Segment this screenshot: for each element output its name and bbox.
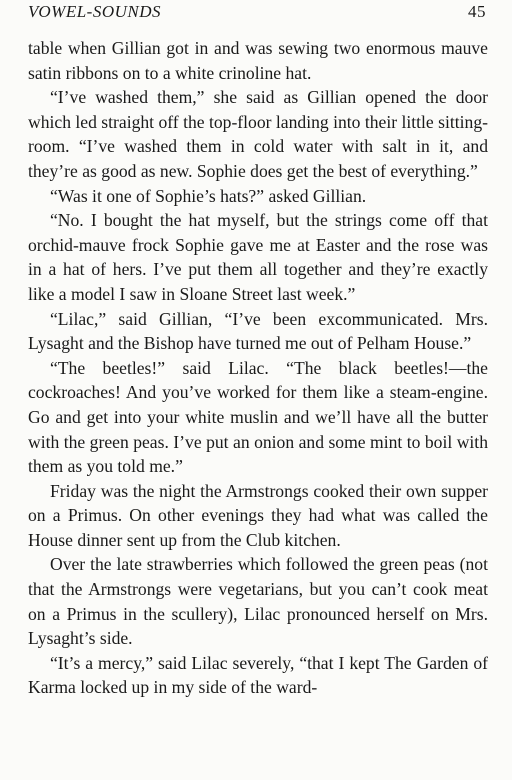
- paragraph: Friday was the night the Armstrongs cooked their own supper on a Primus. On other evenings they had what was called the House dinner sent up from the Club kitchen.: [28, 480, 488, 550]
- running-head: [28, 2, 488, 28]
- paragraph-continued: table when Gillian got in and was sewing two enormous mauve satin ribbons on to a white crinoline hat.: [28, 38, 488, 83]
- running-title: VOWEL-SOUNDS: [28, 2, 161, 21]
- paragraph: “No. I bought the hat myself, but the strings come off that orchid-mauve frock Sophie gave me at Easter and the rose was in a hat of hers. I’ve put them all together and they’re exactly like a model I saw in Sloane Street last week.”: [28, 210, 488, 304]
- body-text: [28, 36, 488, 700]
- paragraph: “I’ve washed them,” she said as Gillian opened the door which led straight off the top-floor landing into their little sitting-room. “I’ve washed them in cold water with salt in it, and they’re as good as new. Sophie does get the best of everything.”: [28, 87, 488, 181]
- paragraph: “The beetles!” said Lilac. “The black beetles!—the cockroaches! And you’ve worked for them like a steam-engine. Go and get into your white muslin and we’ll have all the butter with the green peas. I’ve put an onion and some mint to boil with them as you told me.”: [28, 357, 488, 477]
- paragraph: “It’s a mercy,” said Lilac severely, “that I kept The Garden of Karma locked up in my side of the ward-: [28, 652, 488, 698]
- paragraph: Over the late strawberries which followed the green peas (not that the Armstrongs were vegetarians, but you can’t cook meat on a Primus in the scullery), Lilac pronounced herself on Mrs. Lysaght’s side.: [28, 554, 488, 649]
- paragraph: “Lilac,” said Gillian, “I’ve been excommunicated. Mrs. Lysaght and the Bishop have turned me out of Pelham House.”: [28, 308, 488, 354]
- page-number: 45: [468, 2, 486, 21]
- paragraph: “Was it one of Sophie’s hats?” asked Gillian.: [50, 185, 367, 206]
